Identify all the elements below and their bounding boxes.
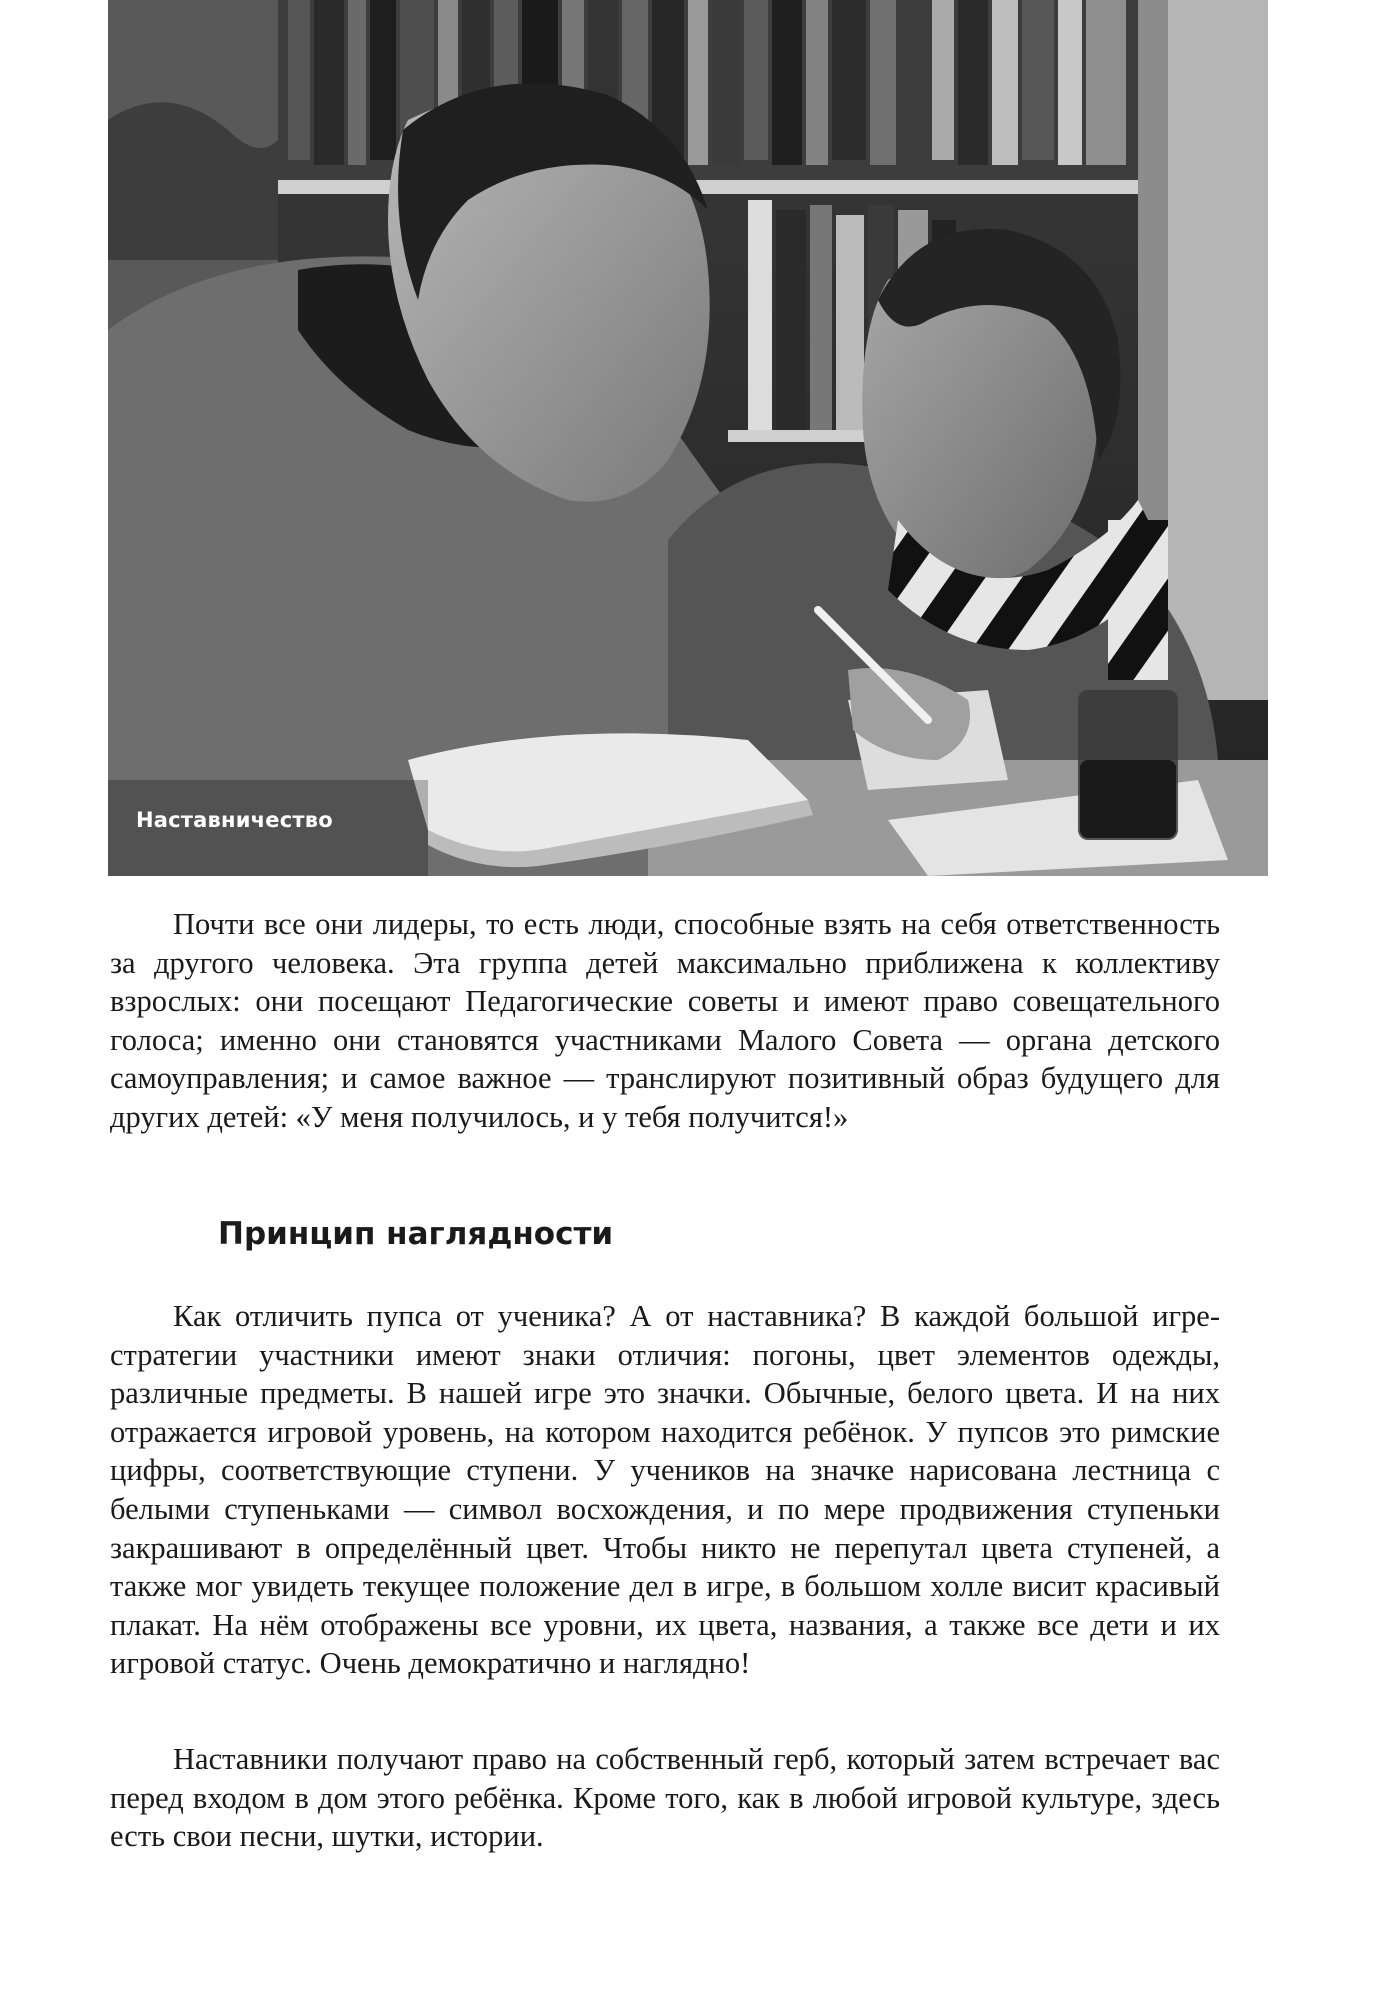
section-heading: Принцип наглядности	[218, 1216, 614, 1252]
photo-caption: Наставничество	[136, 808, 333, 832]
paragraph-text: Наставники получают право на собственный герб, который затем встречает вас перед входом в дом этого ребёнка. Кроме того, как в любой игровой культуре, здесь есть свои песни, шутки, истории.	[110, 1742, 1220, 1854]
photo-mentoring	[108, 0, 1268, 876]
paragraph-mentors	[110, 1740, 1220, 1856]
photo-mentoring-image	[108, 0, 1268, 876]
paragraph-text: Как отличить пупса от ученика? А от наставника? В каждой большой игре-стратегии участники имеют знаки отличия: погоны, цвет элементов одежды, различные предметы. В нашей игре это значки. Обычные, белого цвета. И на них отражается игровой уровень, на котором находится ребёнок. У пупсов это римские цифры, соответствующие ступени. У учеников на значке нарисована лестница с белыми ступеньками — символ восхождения, и по мере продвижения ступеньки закрашивают в определённый цвет. Чтобы никто не перепутал цвета ступеней, а также мог увидеть текущее положение дел в игре, в большом холле висит красивый плакат. На нём отображены все уровни, их цвета, названия, а также все дети и их игровой статус. Очень демократично и наглядно!	[110, 1299, 1220, 1681]
paragraph-text: Почти все они лидеры, то есть люди, способные взять на себя ответственность за другого человека. Эта группа детей максимально приближена к коллективу взрослых: они посещают Педагогические советы и имеют право совещательного голоса; именно они становятся участниками Малого Совета — органа детского самоуправления; и самое важное — транслируют позитивный образ будущего для других детей: «У меня получилось, и у тебя получится!»	[110, 907, 1220, 1134]
paragraph-leaders	[110, 905, 1220, 1137]
paragraph-badges	[110, 1297, 1220, 1683]
